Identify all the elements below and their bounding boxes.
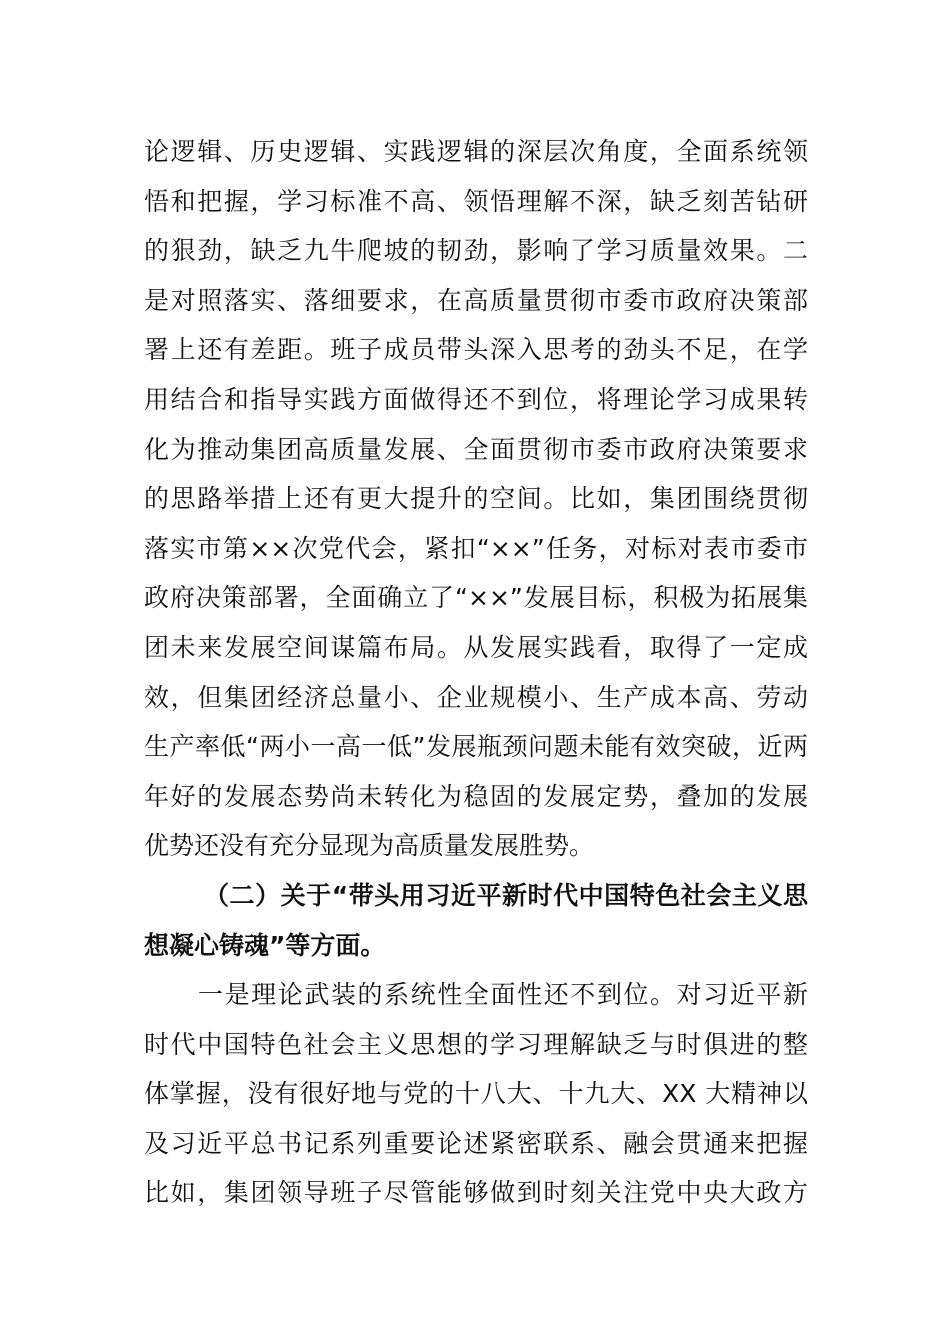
- paragraph-line: 体掌握，没有很好地与党的十八大、十九大、XX 大精神以: [144, 1079, 808, 1109]
- section-heading: [144, 871, 808, 970]
- paragraph-line: 年好的发展态势尚未转化为稳固的发展定势，叠加的发展: [144, 781, 808, 811]
- heading-line: 想凝心铸魂”等方面。: [144, 930, 386, 960]
- paragraph-line: 及习近平总书记系列重要论述紧密联系、融会贯通来把握: [144, 1128, 808, 1158]
- paragraph-line: 用结合和指导实践方面做得还不到位，将理论学习成果转: [144, 384, 808, 414]
- paragraph-line: 的思路举措上还有更大提升的空间。比如，集团围绕贯彻: [144, 484, 808, 514]
- paragraph-line: 悟和把握，学习标准不高、领悟理解不深，缺乏刻苦钻研: [144, 186, 808, 216]
- paragraph-line: 一是理论武装的系统性全面性还不到位。对习近平新: [198, 980, 808, 1010]
- paragraph-line: 署上还有差距。班子成员带头深入思考的劲头不足，在学: [144, 335, 808, 365]
- paragraph-line: 优势还没有充分显现为高质量发展胜势。: [144, 831, 595, 861]
- paragraph-1: [144, 127, 808, 871]
- paragraph-2: [144, 970, 808, 1218]
- paragraph-line: 是对照落实、落细要求，在高质量贯彻市委市政府决策部: [144, 285, 808, 315]
- paragraph-line: 政府决策部署，全面确立了“××”发展目标，积极为拓展集: [144, 583, 808, 613]
- paragraph-line: 生产率低“两小一高一低”发展瓶颈问题未能有效突破，近两: [144, 732, 808, 762]
- paragraph-line: 团未来发展空间谋篇布局。从发展实践看，取得了一定成: [144, 632, 808, 662]
- paragraph-line: 比如，集团领导班子尽管能够做到时刻关注党中央大政方: [144, 1178, 808, 1208]
- paragraph-line: 论逻辑、历史逻辑、实践逻辑的深层次角度，全面系统领: [144, 137, 808, 166]
- paragraph-line: 时代中国特色社会主义思想的学习理解缺乏与时俱进的整: [144, 1029, 808, 1059]
- heading-line: （二）关于“带头用习近平新时代中国特色社会主义思: [204, 880, 808, 910]
- paragraph-line: 化为推动集团高质量发展、全面贯彻市委市政府决策要求: [144, 434, 808, 464]
- paragraph-line: 落实市第××次党代会，紧扣“××”任务，对标对表市委市: [144, 533, 808, 563]
- document-body: [144, 127, 808, 1218]
- paragraph-line: 的狠劲，缺乏九牛爬坡的韧劲，影响了学习质量效果。二: [144, 236, 808, 266]
- paragraph-line: 效，但集团经济总量小、企业规模小、生产成本高、劳动: [144, 682, 808, 712]
